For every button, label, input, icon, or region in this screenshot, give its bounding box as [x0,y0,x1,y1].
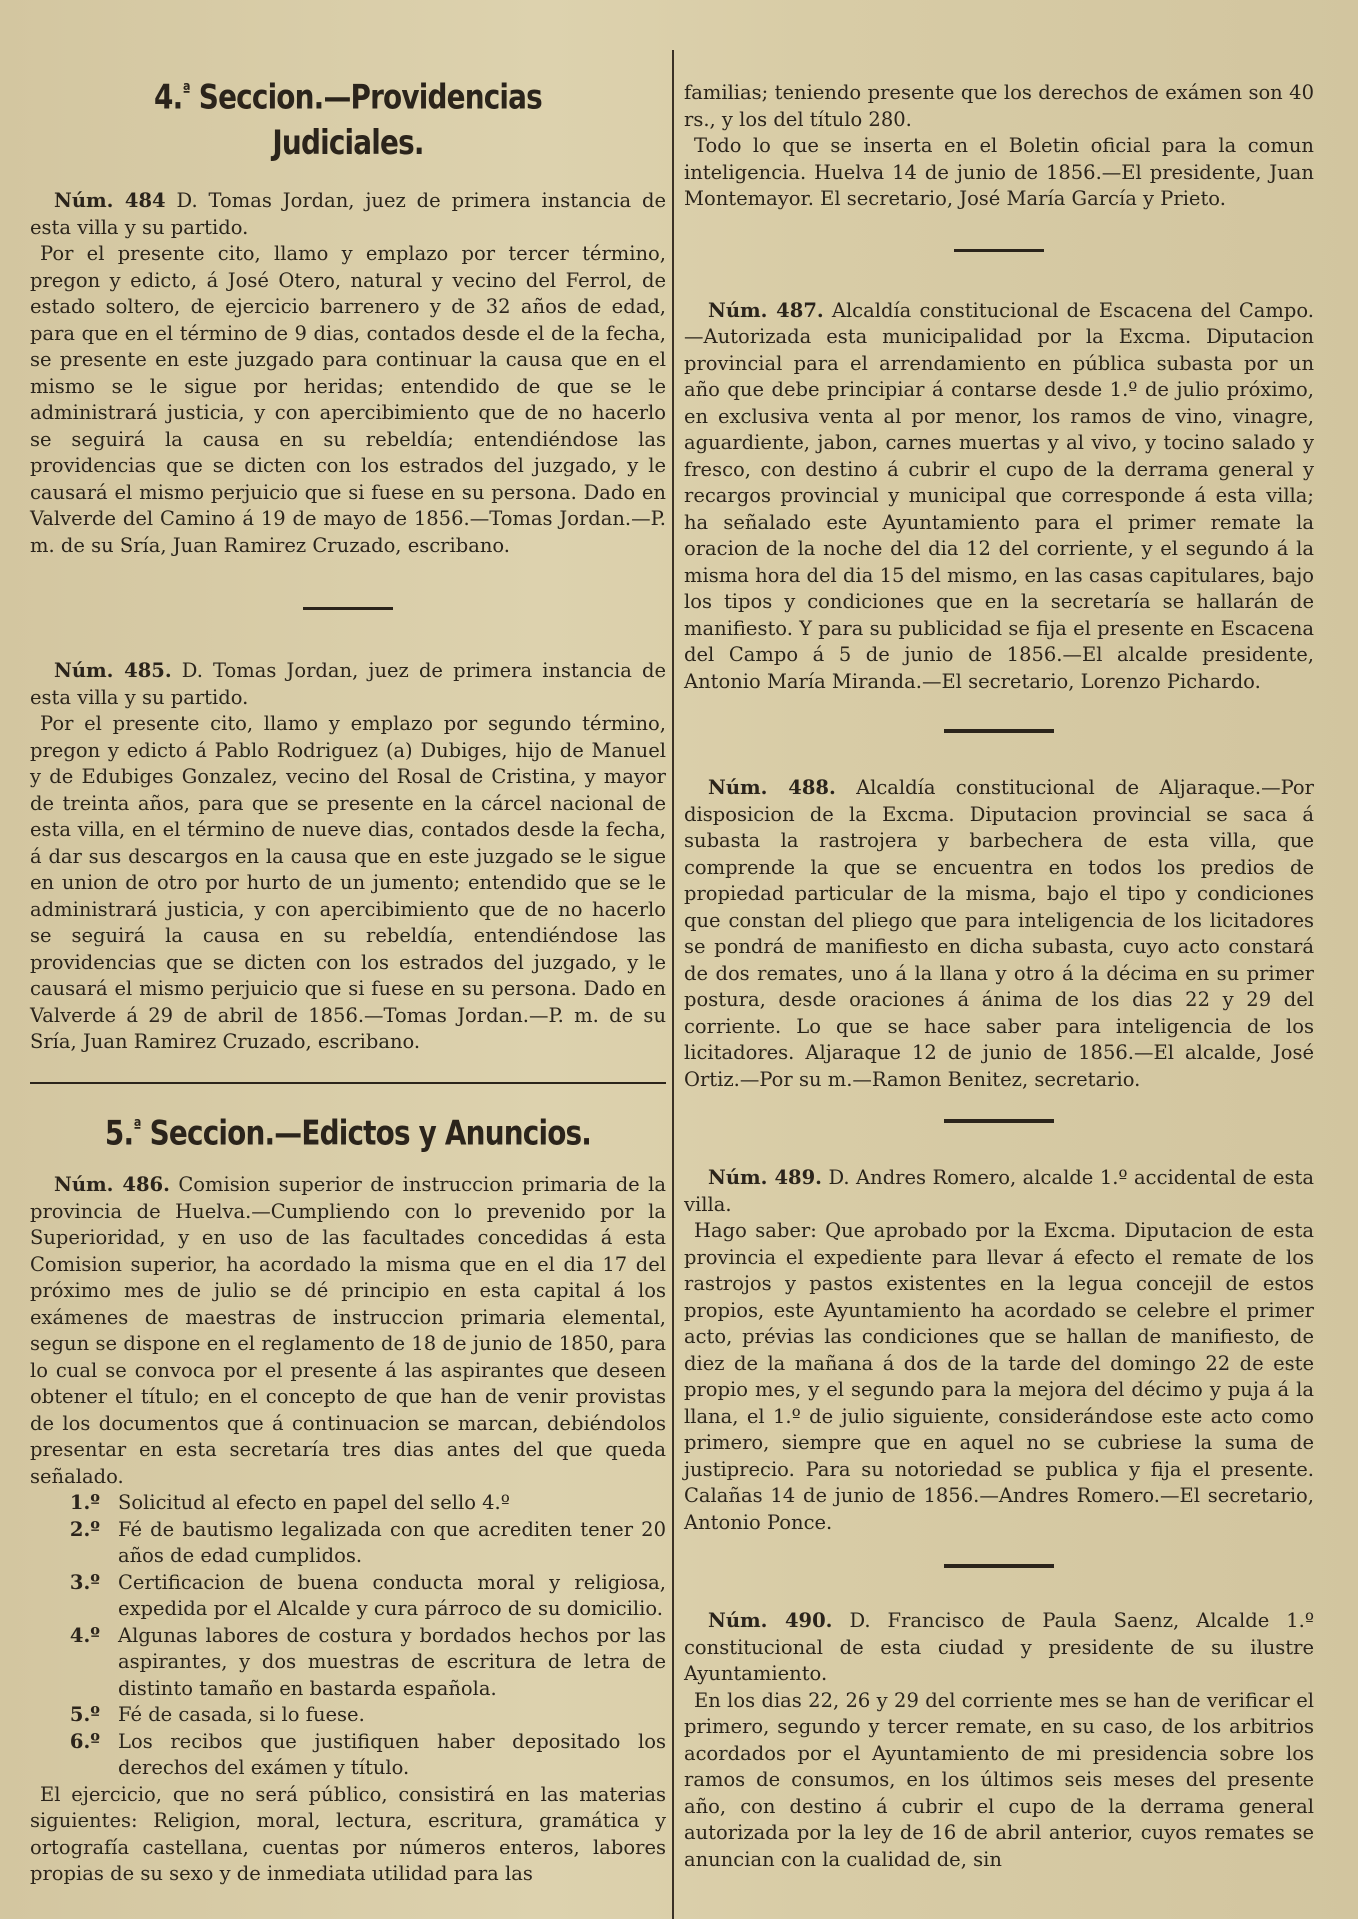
item-text: Certificacion de buena conducta moral y religiosa, expedida por el Alcalde y cura párroco de su domicilio. [118,1570,666,1621]
requirement-item [30,1490,666,1517]
entry-number: Núm. 487. [708,298,824,322]
entry-488 [684,775,1314,1093]
entry-body: Por el presente cito, llamo y emplazo por segundo término, pregon y edicto á Pablo Rodriguez (a) Dubiges, hijo de Manuel y de Edubiges Gonzalez, vecino del Rosal de Cristina, y mayor de treinta años, para que se presente en la cárcel nacional de esta villa, en el término de nueve dias, contados desde la fecha, á dar sus descargos en la causa que en este juzgado se le sigue en union de otro por hurto de un jumento; entendido que se le administrará justicia, y con apercibimiento que de no hacerlo se seguirá la causa en su rebeldía, entendiéndose las providencias que se dicten con los estrados del juzgado, y le causará el mismo perjuicio que si fuese en su persona. Dado en Valverde á 29 de abril de 1856.—Tomas Jordan.—P. m. de su Sría, Juan Ramirez Cruzado, escribano. [30,712,666,1054]
entry-body: En los dias 22, 26 y 29 del corriente mes se han de verificar el primero, segundo y tercer remate, en su caso, de los arbitrios acordados por el Ayuntamiento de mi presidencia sobre los ramos de consumos, en los últimos seis meses del presente año, con destino á cubrir el cupo de la derrama general autorizada por la ley de 16 de abril anterior, cuyos remates se anuncian con la cualidad de, sin [684,1688,1314,1871]
right-column [684,0,1314,1919]
entry-body-tail: El ejercicio, que no será público, consistirá en las materias siguientes: Religion, moral, lectura, escritura, gramática y ortografía castellana, cuentas por números enteros, labores propias de su sexo y de inmediata utilidad para las [30,1782,666,1886]
entry-number: Núm. 490. [708,1609,833,1632]
entry-number: Núm. 488. [708,776,836,799]
item-text: Los recibos que justifiquen haber depositado los derechos del exámen y título. [118,1729,666,1780]
section-number: 4. [154,77,183,118]
section-5-heading [87,1104,609,1156]
entry-490 [684,1608,1314,1873]
requirement-item [30,1623,666,1703]
requirement-item [30,1570,666,1623]
entry-number: Núm. 485. [54,659,172,683]
entry-heading: D. Francisco de Paula Saenz, Alcalde 1.º constitucional de esta ciudad y presidente de su ilustre Ayuntamiento. [684,1609,1314,1685]
separator-rule [944,1119,1054,1123]
entry-body: Hago saber: Que aprobado por la Excma. Diputacion de esta provincia el expediente para llevar á efecto el remate de los rastrojos y pastos existentes en la legua concejil de estos propios, este Ayuntamiento ha acordado se celebre el primer acto, prévias las condiciones que se hallan de manifiesto, de diez de la mañana á dos de la tarde del domingo 22 de este propio mes, y el segundo para la mejora del décimo y puja á la llana, el 1.º de julio siguiente, considerándose este acto como primero, siempre que en aquel no se cubriese la suma de justiprecio. Para su notoriedad se publica y fija el presente. Calañas 14 de junio de 1856.—Andres Romero.—El secretario, Antonio Ponce. [684,1219,1314,1534]
item-text: Fé de bautismo legalizada con que acrediten tener 20 años de edad cumplidos. [118,1517,666,1568]
entry-body: Alcaldía constitucional de Escacena del Campo.—Autorizada esta municipalidad por la Excma. Diputacion provincial para el arrendamiento en pública subasta por un año que debe principiar á contarse desde 1.º de julio próximo, en exclusiva venta al por menor, los ramos de vino, vinagre, aguardiente, jabon, carnes muertas y al vivo, y tocino salado y fresco, con destino á cubrir el cupo de la derrama general y recargos provincial y municipal que corresponde á esta villa; ha señalado este Ayuntamiento para el primer remate la oracion de la noche del dia 12 del corriente, y el segundo á la misma hora del dia 15 del mismo, en las casas capitulares, bajo los tipos y condiciones que en la secretaría se hallarán de manifiesto. Y para su publicidad se fija el presente en Escacena del Campo á 5 de junio de 1856.—El alcalde presidente, Antonio María Miranda.—El secretario, Lorenzo Pichardo. [684,298,1314,693]
entry-body: Por el presente cito, llamo y emplazo por tercer término, pregon y edicto, á José Otero, natural y vecino del Ferrol, de estado soltero, de ejercicio barrenero y de 32 años de edad, para que en el término de 9 dias, contados desde el de la fecha, se presente en este juzgado para continuar la causa que en el mismo se le sigue por heridas; entendido de que se le administrará justicia, y con apercibimiento que de no hacerlo se seguirá la causa en su rebeldía; entendiéndose las providencias que se dicten con los estrados del juzgado, y le causará el mismo perjuicio que si fuese en su persona. Dado en Valverde del Camino á 19 de mayo de 1856.—Tomas Jordan.—P. m. de su Sría, Juan Ramirez Cruzado, escribano. [30,242,666,557]
item-number: 5.º [69,1703,100,1727]
item-number: 3.º [69,1570,100,1594]
continuation-signature: Todo lo que se inserta en el Boletin oficial para la comun inteligencia. Huelva 14 de junio de 1856.—El presidente, Juan Montemayor. El secretario, José María García y Prieto. [684,134,1314,210]
entry-number: Núm. 486. [54,1173,170,1197]
section-4-heading [87,68,609,166]
section-ordinal-mark: ª [182,80,190,101]
left-column [30,0,666,1919]
separator-rule [944,1564,1054,1568]
entry-body: Alcaldía constitucional de Aljaraque.—Por disposicion de la Excma. Diputacion provincial se saca á subasta la rastrojera y barbechera de esta villa, que comprende la que se encuentra en todos los predios de propiedad particular de la misma, bajo el tipo y condiciones que constan del pliego que para inteligencia de los licitadores se pondrá de manifiesto en dicha subasta, cuyo acto constará de dos remates, uno á la llana y otro á la décima en su primer postura, desde oraciones á ánima de los dias 22 y 29 del corriente. Lo que se hace saber para inteligencia de los licitadores. Aljaraque 12 de junio de 1856.—El alcalde, José Ortiz.—Por su m.—Ramon Benitez, secretario. [684,776,1314,1091]
item-number: 4.º [69,1623,100,1647]
separator-rule [954,249,1044,252]
entry-heading: D. Andres Romero, alcalde 1.º accidental de esta villa. [684,1166,1314,1216]
column-divider [672,50,674,1919]
item-text: Solicitud al efecto en papel del sello 4.º [118,1491,510,1515]
requirement-item [30,1729,666,1782]
entry-485 [30,658,666,1056]
requirement-item [30,1517,666,1570]
item-number: 2.º [69,1517,100,1541]
entry-heading: Comision superior de instruccion primaria de la provincia de Huelva.—Cumpliendo con lo prevenido por la Superioridad, y en uso de las facultades concedidas á esta Comision superior, ha acordado la misma que en el dia 17 del próximo mes de julio se dé principio en esta capital á los exámenes de maestras de instruccion primaria elemental, segun se dispone en el reglamento de 18 de junio de 1850, para lo cual se convoca por el presente á las aspirantes que deseen obtener el título; en el concepto de que han de venir provistas de los documentos que á continuacion se marcan, debiéndolos presentar en esta secretaría tres dias antes del que queda señalado. [30,1173,666,1488]
item-text: Fé de casada, si lo fuese. [118,1703,365,1727]
entry-heading: D. Tomas Jordan, juez de primera instancia de esta villa y su partido. [30,189,667,239]
section-rule [30,1082,666,1084]
section-title: Seccion.—Providencias Judiciales. [198,77,542,164]
entry-486 [30,1172,666,1888]
entry-number: Núm. 489. [708,1166,822,1189]
separator-rule [944,729,1054,733]
entry-heading: D. Tomas Jordan, juez de primera instancia de esta villa y su partido. [30,659,667,709]
item-number: 1.º [69,1491,100,1515]
item-text: Algunas labores de costura y bordados hechos por las aspirantes, y dos muestras de escritura de letra de distinto tamaño en bastarda española. [118,1623,666,1700]
entry-487 [684,298,1314,696]
continuation-text: familias; teniendo presente que los derechos de exámen son 40 rs., y los del título 280. [684,81,1314,131]
entry-489 [684,1165,1314,1536]
section-ordinal-mark: ª [133,1115,141,1137]
section-title: Seccion.—Edictos y Anuncios. [149,1113,592,1154]
entry-number: Núm. 484 [54,189,166,213]
separator-rule [303,607,393,610]
entry-486-continuation [684,80,1314,213]
item-number: 6.º [69,1729,100,1753]
requirement-item [30,1702,666,1729]
entry-484 [30,188,666,559]
section-number: 5. [104,1113,134,1154]
